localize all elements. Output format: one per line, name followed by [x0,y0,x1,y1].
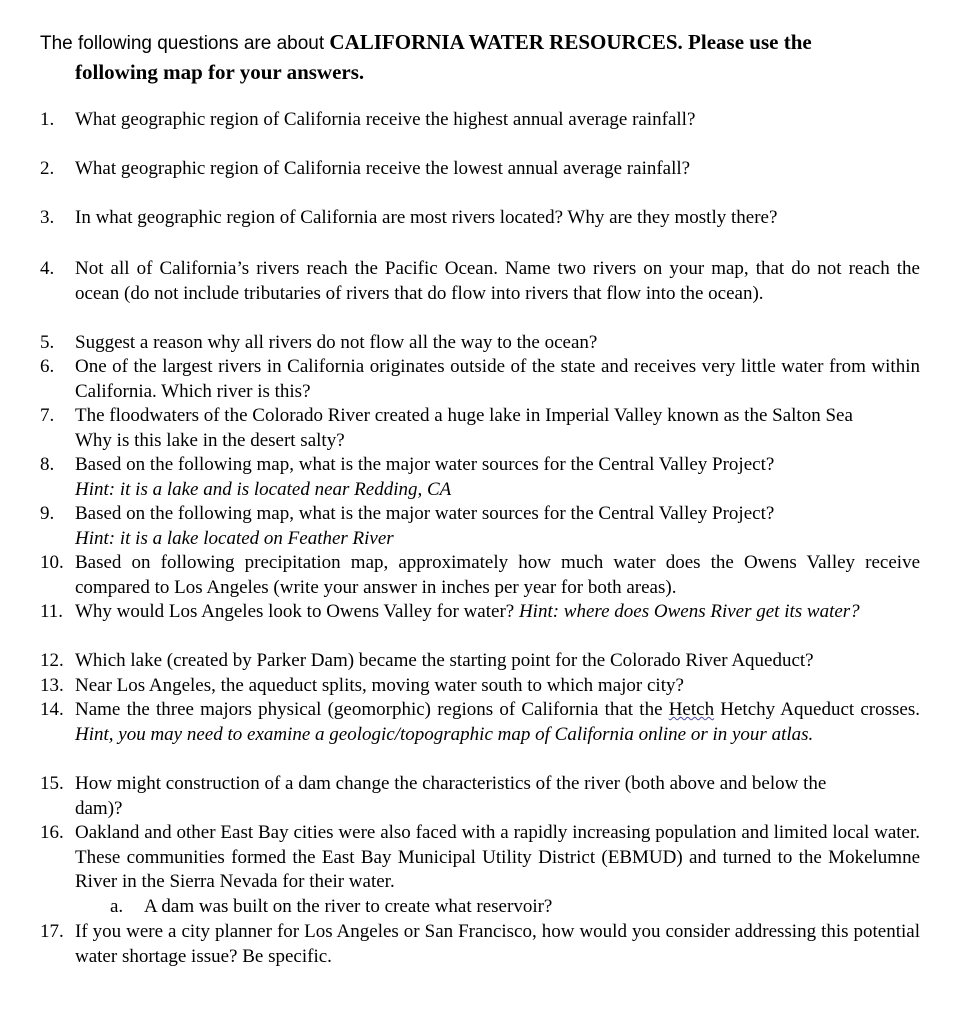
question-text: The floodwaters of the Colorado River created a huge lake in Imperial Valley known as the Salton Sea Why is this lake in the desert salty? [75,405,853,451]
question-text: Based on the following map, what is the major water sources for the Central Valley Project? [75,454,775,475]
question-12 [40,649,920,674]
question-5 [40,331,920,356]
question-number: 1. [40,109,55,130]
question-text: What geographic region of California receive the lowest annual average rainfall? [75,158,691,179]
instructions-lead: The following questions are about [40,33,330,54]
question-text: Near Los Angeles, the aqueduct splits, moving water south to which major city? [75,675,684,696]
question-text: Based on following precipitation map, approximately how much water does the Owens Valley receive compared to Los Angeles (write your answer in inches per year for both areas). [75,552,920,598]
question-number: 8. [40,454,55,475]
question-hint: Hint: it is a lake located on Feather River [75,527,394,549]
question-13 [40,674,920,699]
question-14 [40,698,920,747]
question-text: One of the largest rivers in California originates outside of the state and receives very little water from within California. Which river is this? [75,356,920,402]
question-hint: Hint, you may need to examine a geologic/topographic map of California online or in your atlas. [75,723,814,745]
question-number: 13. [40,675,64,696]
question-9 [40,502,920,551]
instructions [40,28,940,87]
question-text: Based on the following map, what is the major water sources for the Central Valley Project? [75,503,775,524]
question-text: A dam was built on the river to create what reservoir? [144,896,553,917]
question-hint: Hint: it is a lake and is located near Redding, CA [75,478,452,500]
question-text: Not all of California’s rivers reach the Pacific Ocean. Name two rivers on your map, that do not reach the ocean (do not include tributaries of rivers that do flow into rivers that flow into the ocean). [75,258,920,304]
question-text: What geographic region of California receive the highest annual average rainfall? [75,109,696,130]
question-text: Name the three majors physical (geomorphic) regions of California that the [75,699,669,720]
question-number: 9. [40,503,55,524]
question-text-continued: Hetchy Aqueduct crosses. [714,699,920,720]
question-number: 7. [40,405,55,426]
question-number: 10. [40,552,64,573]
question-4 [40,257,920,306]
question-number: a. [110,896,124,917]
question-6 [40,355,920,404]
question-text: Suggest a reason why all rivers do not flow all the way to the ocean? [75,332,598,353]
question-number: 4. [40,258,55,279]
question-text: How might construction of a dam change the characteristics of the river (both above and below the dam)? [75,773,827,819]
question-text: Which lake (created by Parker Dam) became the starting point for the Colorado River Aqueduct? [75,650,814,671]
question-number: 11. [40,601,64,622]
question-text: In what geographic region of California are most rivers located? Why are they mostly there? [75,207,778,228]
question-1 [40,108,920,133]
question-number: 14. [40,699,64,720]
question-10 [40,551,920,600]
question-number: 12. [40,650,64,671]
question-text: Oakland and other East Bay cities were also faced with a rapidly increasing population and limited local water. These communities formed the East Bay Municipal Utility District (EBMUD) and turned to the Mokelumne River in the Sierra Nevada for their water. [75,822,920,893]
question-16a [110,895,910,920]
spellcheck-underlined-word: Hetch [668,699,715,720]
question-number: 16. [40,822,64,843]
question-8 [40,453,920,502]
question-number: 3. [40,207,55,228]
question-number: 5. [40,332,55,353]
question-text: If you were a city planner for Los Angeles or San Francisco, how would you consider addressing this potential water shortage issue? Be specific. [75,921,920,967]
question-3 [40,206,920,231]
question-number: 15. [40,773,64,794]
question-2 [40,157,920,182]
instructions-topic: CALIFORNIA WATER RESOURCES. Please use the [329,30,812,54]
question-number: 6. [40,356,55,377]
question-number: 2. [40,158,55,179]
question-17 [40,920,920,969]
question-15 [40,772,920,821]
question-11 [40,600,920,625]
instructions-continued: following map for your answers. [75,60,365,84]
question-hint: Hint: where does Owens River get its water? [518,601,860,622]
question-16 [40,821,920,895]
question-number: 17. [40,921,64,942]
question-text: Why would Los Angeles look to Owens Valley for water? [75,601,515,622]
question-7 [40,404,920,453]
